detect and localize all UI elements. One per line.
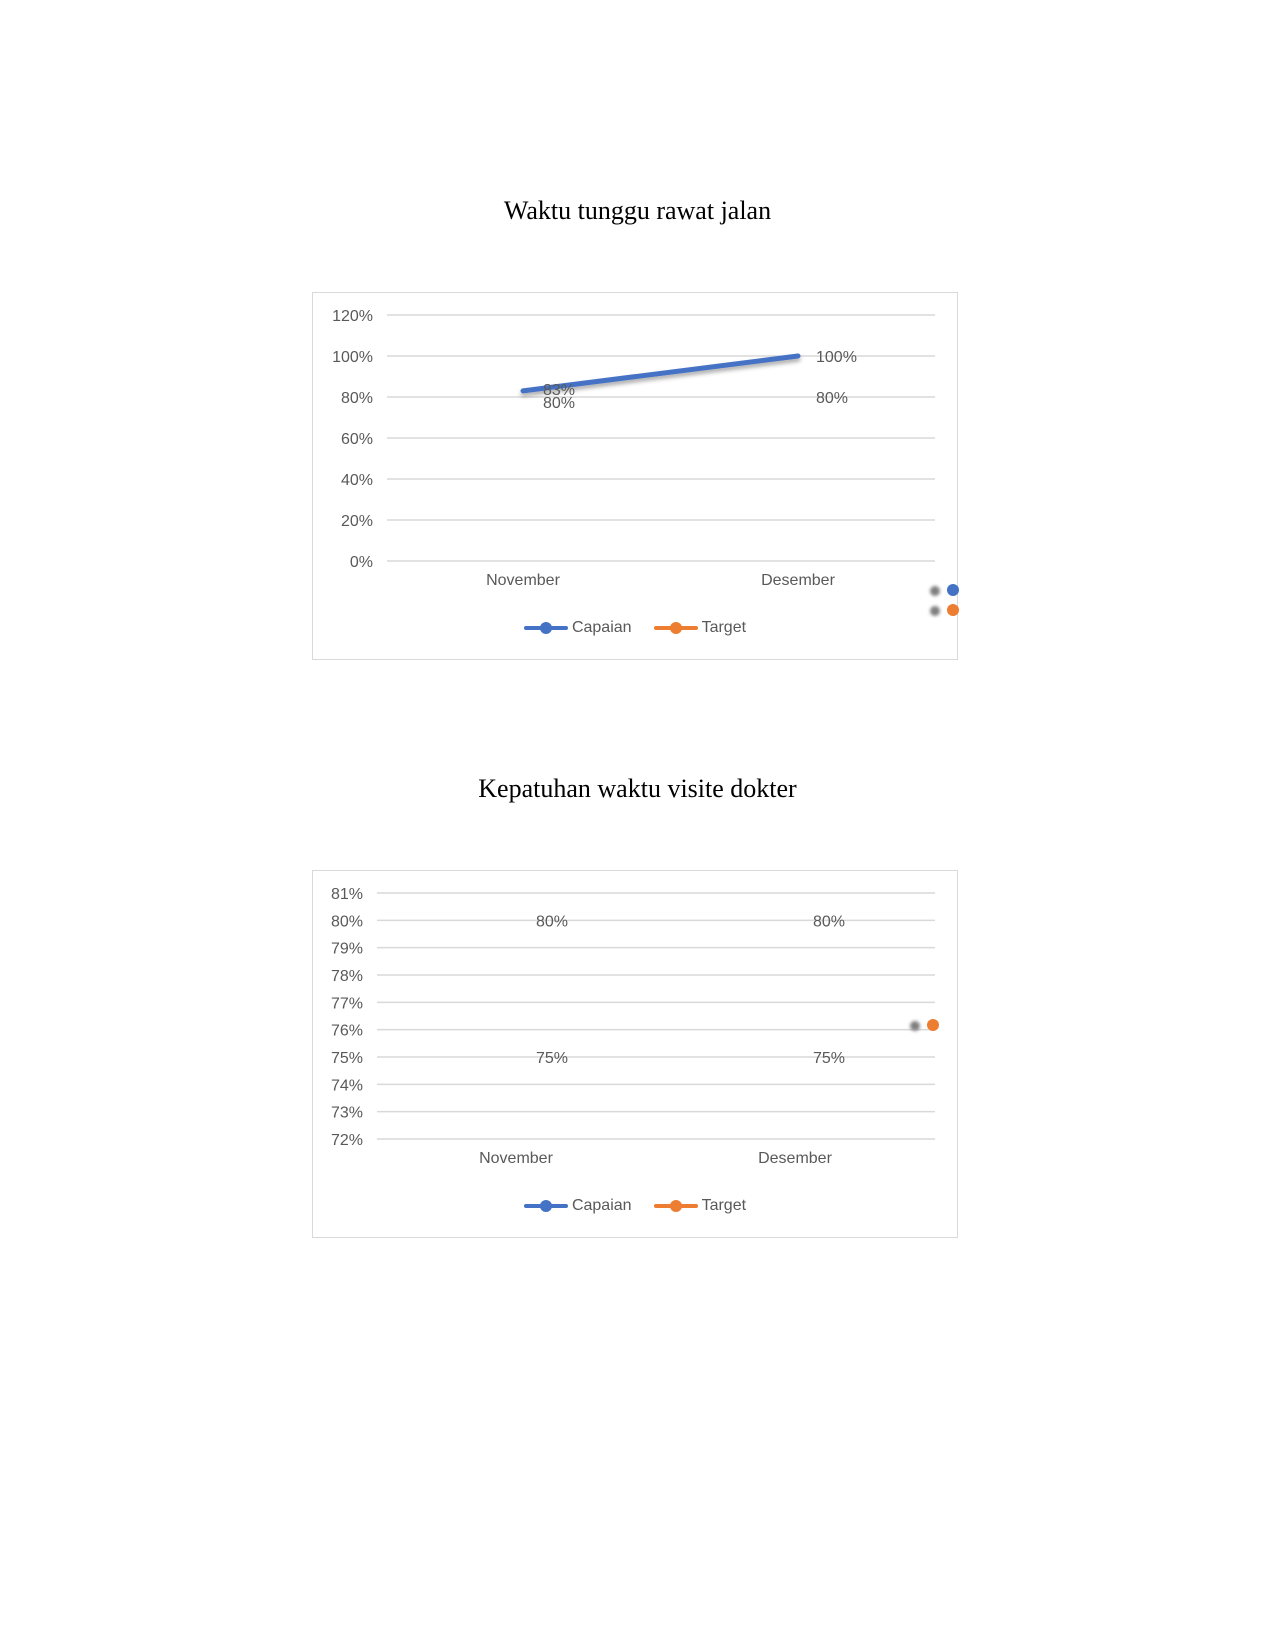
y-tick-label: 77% (330, 995, 363, 1013)
legend-label-target: Target (701, 619, 747, 636)
y-tick-label: 100% (332, 349, 373, 366)
shadow-dot-icon (930, 606, 940, 616)
chart-title-2: Kepatuhan waktu visite dokter (478, 774, 797, 803)
chart-2-legend (313, 1197, 957, 1215)
legend-label-capaian: Capaian (571, 619, 632, 636)
chart-1-area (312, 292, 958, 660)
y-tick-label: 79% (330, 940, 363, 958)
y-tick-label: 80% (340, 390, 373, 407)
y-tick-label: 72% (330, 1132, 363, 1149)
x-tick-label: Desember (758, 1150, 832, 1167)
legend-entry-target (654, 619, 746, 637)
data-label-capaian: 75% (536, 1050, 569, 1067)
legend-marker-target-icon (654, 1200, 698, 1212)
chart-1-plot (313, 293, 957, 659)
legend-marker-target-icon (654, 622, 698, 634)
data-label-capaian: 75% (813, 1050, 846, 1067)
chart-1-legend (313, 619, 957, 637)
legend-marker-capaian-icon (524, 622, 568, 634)
y-tick-label: 74% (330, 1077, 363, 1095)
data-label-capaian: 83% (543, 381, 576, 399)
y-tick-label: 0% (349, 554, 373, 571)
legend-marker-capaian-icon (524, 1200, 568, 1212)
y-tick-label: 20% (340, 513, 373, 530)
y-tick-label: 75% (330, 1050, 363, 1067)
target-dot-icon (947, 604, 959, 616)
capaian-dot-icon (947, 584, 959, 596)
shadow-dot-icon (910, 1021, 920, 1031)
y-tick-label: 120% (332, 308, 373, 325)
shadow-dot-icon (930, 586, 940, 596)
y-tick-label: 80% (330, 913, 363, 931)
chart-2-plot (313, 871, 957, 1237)
data-label-target: 80% (813, 913, 846, 931)
legend-entry-capaian (524, 619, 632, 637)
y-tick-label: 78% (330, 968, 363, 985)
data-label-capaian: 100% (816, 349, 857, 366)
y-tick-label: 73% (330, 1104, 363, 1122)
data-label-target: 80% (816, 390, 849, 407)
y-tick-label: 81% (330, 886, 363, 903)
data-label-target: 80% (536, 913, 569, 931)
legend-label-target: Target (701, 1197, 747, 1214)
legend-entry-target (654, 1197, 746, 1215)
legend-label-capaian: Capaian (571, 1197, 632, 1214)
y-tick-label: 76% (330, 1022, 363, 1040)
y-tick-label: 60% (340, 431, 373, 448)
legend-entry-capaian (524, 1197, 632, 1215)
data-label-target: 80% (543, 395, 576, 412)
chart-2-area (312, 870, 958, 1238)
x-tick-label: November (479, 1150, 553, 1167)
chart-title-1: Waktu tunggu rawat jalan (503, 196, 772, 225)
x-tick-label: November (486, 572, 560, 589)
target-dot-icon (927, 1019, 939, 1031)
x-tick-label: Desember (761, 572, 835, 589)
y-tick-label: 40% (340, 472, 373, 489)
